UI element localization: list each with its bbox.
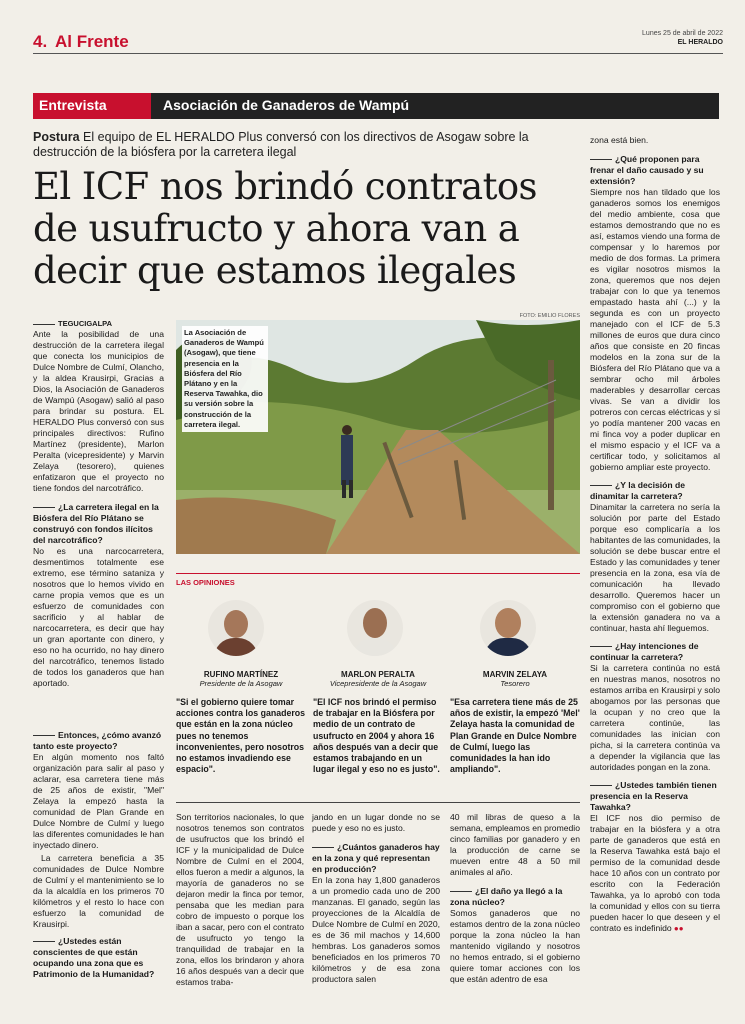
intro-label: Postura xyxy=(33,130,80,144)
right-column xyxy=(590,135,720,934)
right-col-continuation: zona está bien. xyxy=(590,135,649,145)
question-propuesta-text: ¿Qué proponen para frenar el daño causado y su extensión? xyxy=(590,154,704,186)
opinion-1-role: Presidente de la Asogaw xyxy=(199,679,283,688)
question-ganaderos xyxy=(312,842,440,875)
photo-credit: FOTO: EMILIO FLORES xyxy=(519,313,580,319)
dash xyxy=(33,507,55,508)
bottom-col-3-text-a: 40 mil libras de queso a la semana, empleamos en promedio cinco familias por ganadero y en la producción de carne se mueven entre 48 a 50 mil animales al año. xyxy=(450,812,580,877)
opinion-1-quote: "Si el gobierno quiere tomar acciones contra los ganaderos que están en la zona núcleo pues no tenemos inconvenientes, pero nosotros no estamos invadiendo ese espacio". xyxy=(176,697,306,775)
dash xyxy=(590,785,612,786)
dateline-text: TEGUCIGALPA xyxy=(58,319,113,328)
intro-paragraph: Ante la posibilidad de una destrucción de la carretera ilegal que conecta los municipios de Dulce Nombre de Culmí, Olancho, y la aldea Krausirpi, Gracias a Dios, la Asociación de Ganaderos de Wampú (Asogaw) salió al paso para brindar su postura. EL HERALDO Plus conversó con sus principales directivos: Rufino Martínez (presidente), Marlon Peralta (vicepresidente) y Marvin Zelaya (tesorero), quienes enfatizaron que el proyecto no tiene fondos del narcotráfico. xyxy=(33,329,164,493)
question-tawahka xyxy=(590,780,720,813)
intro-text: El equipo de EL HERALDO Plus conversó con los directivos de Asogaw sobre la destrucción de la biósfera por la carretera ilegal xyxy=(33,130,529,159)
dash xyxy=(312,847,334,848)
opinion-3-role: Tesorero xyxy=(500,679,530,688)
opinions-label: LAS OPINIONES xyxy=(176,578,235,587)
opinion-card-2 xyxy=(313,600,443,775)
bottom-col-1 xyxy=(176,812,304,988)
bottom-col-3 xyxy=(450,812,580,985)
question-dano xyxy=(450,886,580,908)
question-heritage xyxy=(33,936,164,980)
bottom-col-2-text-a: jando en un lugar donde no se puede y eso no es justo. xyxy=(312,812,440,833)
answer-narco: No es una narcocarretera, desmentimos totalmente ese extremo, ese término sataniza y nosotros que lo hemos vivido en carne propia vemos que es un esfuerzo de comunidades con sacrificio y al hablar de narcocarretera, es decir que hay un gran aportante con dinero, y eso no ha ocurrido, no hay dinero del narcotráfico, tenemos listado de todos los ganaderos que han aportado. xyxy=(33,546,164,688)
answer-progress-2: La carretera beneficia a 35 comunidades de Dulce Nombre de Culmí y el mantenimiento se lo da la alcaldía en los primeros 70 kilómetros y el resto lo hace con esfuerzo la comunidad de Krausirpi. xyxy=(33,853,164,929)
dash xyxy=(590,159,612,160)
question-continuar-text: ¿Hay intenciones de continuar la carretera? xyxy=(590,641,699,662)
answer-tawahka xyxy=(590,813,720,934)
avatar-1-body xyxy=(214,638,258,656)
dash xyxy=(33,941,55,942)
opinion-card-3 xyxy=(450,600,580,775)
headline-line-1: El ICF nos brindó contratos xyxy=(33,165,537,208)
photo-caption xyxy=(182,326,268,432)
question-narco xyxy=(33,502,164,546)
answer-tawahka-text: El ICF nos dio permiso de trabajar en la biósfera y a otra parte de ganaderos que está en la Reserva Tawahka está bajo el permiso de la comunidad desde hace 10 años con un contrato por escrito con la Federación Tawahka, ya lo aprobó con toda la comunidad y ellos con su tierra pueden hacer lo que deseen y el contrato es indefinido xyxy=(590,813,720,933)
dash xyxy=(33,324,55,325)
intro xyxy=(33,130,573,160)
dash xyxy=(590,485,612,486)
banner-tag xyxy=(33,93,151,119)
headline-line-3: decir que estamos ilegales xyxy=(33,249,517,292)
headline-line-2: de usufructo y ahora van a xyxy=(33,207,520,250)
question-heritage-text: ¿Ustedes están conscientes de que están ocupando una zona que es Patrimonio de la Humanidad? xyxy=(33,936,155,979)
section-header xyxy=(33,30,723,52)
banner xyxy=(33,93,719,119)
left-column-lower xyxy=(33,730,164,980)
bottom-col-2-text-b: En la zona hay 1,800 ganaderos a un promedio cada uno de 200 manzanas. El ganado, según las proyecciones de la Alcaldía de Dulce Nombre de Culmí en 2020, es de 36 mil machos y 14,600 hembras. Los ganaderos somos beneficiados en los primeros 70 kilómetros y de esa zona productora salen xyxy=(312,875,440,984)
avatar-2-body xyxy=(353,638,397,656)
answer-continuar: Si la carretera continúa no está en nuestras manos, nosotros no estamos arriba en Krausirpi y solo abogamos por las personas que la ocupan y no creo que la carretera continúe, las comunidades las inician con picha, si la carretera continúa va a depender la vigilancia que las autoridades pongan en la zona. xyxy=(590,663,720,772)
bottom-col-1-text: Son territorios nacionales, lo que nosotros tenemos son contratos de usufructos que los brindó el ICF y la municipalidad de Dulce Nombre de Culmí en el 2004, ellos fueron a medir a algunos, la mayoría de ganaderos no se dejaron medir la finca por temor, pensaba que les median para cobro de impuesto o porque los iban a sacar, pero con el contrato de usufructo yo tengo la tranquilidad de trabajar en la zona, ellos los brindaron y ahora 16 años después van a decir que estamos traba- xyxy=(176,812,304,987)
section-name: Al Frente xyxy=(55,32,129,51)
opinion-2-role: Vicepresidente de la Asogaw xyxy=(329,679,427,688)
answer-progress: En algún momento nos faltó organización para salir al paso y aclarar, esa carretera tiene más de 25 años de existir, "Mel" Zelaya la empezó hasta la comunidad de Plan Grande en Dulce Nombre de Culmí y luego las diferentes comunidades le han inyectado dinero. xyxy=(33,752,164,850)
photo-caption-text: La Asociación de Ganaderos de Wampú (Asogaw), que tiene presencia en la Biósfera del Río Plátano y en la Reserva Tawahka, dio su versión sobre la construcción de la carretera ilegal. xyxy=(184,328,264,429)
bottom-col-3-text-b: Somos ganaderos que no estamos dentro de la zona núcleo porque la zona núcleo la han mantenido vigilando y nosotros no hemos entrado, si el gobierno quiere tomar acciones con los que están adentro de esa xyxy=(450,908,580,984)
banner-title: Asociación de Ganaderos de Wampú xyxy=(163,97,410,113)
main-photo xyxy=(176,320,580,554)
avatar-3-head xyxy=(495,608,521,638)
opinion-2-name: MARLON PERALTA xyxy=(341,670,415,679)
banner-tag-label: Entrevista xyxy=(39,97,107,113)
answer-dinamitar: Dinamitar la carretera no sería la solución por parte del Estado porque eso complicaría a los habitantes de las comunidades, la solución se debe buscar entre el Estado y las comunidades y tener presencia en la zona, esa vía de comunicación ha llevado desarrollo. Queremos hacer un compromiso con el gobierno que la extensión ganadera no va a continuar, hasta ahí lleguemos. xyxy=(590,502,720,633)
question-progress-text: Entonces, ¿cómo avanzó tanto este proyecto? xyxy=(33,730,162,751)
avatar-1-head xyxy=(224,610,248,638)
dash xyxy=(33,735,55,736)
dash xyxy=(450,891,472,892)
question-continuar xyxy=(590,641,720,663)
avatar-1 xyxy=(208,600,264,656)
opinion-2-quote: "El ICF nos brindó el permiso de trabajar en la Biósfera por medio de un contrato de usufructo en 2004 y ahora 16 años después van a decir que estamos trabajando en un lugar ilegal y eso no es justo". xyxy=(313,697,440,775)
avatar-2-head xyxy=(363,608,387,638)
question-narco-text: ¿La carretera ilegal en la Biósfera del Río Plátano se construyó con fondos ilícitos del narcotráfico? xyxy=(33,502,159,545)
avatar-2 xyxy=(347,600,403,656)
question-dano-text: ¿El daño ya llegó a la zona núcleo? xyxy=(450,886,563,907)
header-rule xyxy=(33,53,723,54)
question-dinamitar xyxy=(590,480,720,502)
avatar-3 xyxy=(480,600,536,656)
left-column xyxy=(33,319,164,689)
opinion-3-quote: "Esa carretera tiene más de 25 años de existir, la empezó 'Mel' Zelaya hasta la comunidad de Plan Grande en Dulce Nombre de Culmí, luego las comunidades la han ido ampliando". xyxy=(450,697,580,775)
opinions-rule xyxy=(176,573,580,574)
issue-date: Lunes 25 de abril de 2022 xyxy=(642,30,723,37)
page-number: 4. xyxy=(33,32,48,51)
question-tawahka-text: ¿Ustedes también tienen presencia en la Reserva Tawahka? xyxy=(590,780,717,812)
opinions-bottom-rule xyxy=(176,802,580,803)
question-progress xyxy=(33,730,164,752)
question-dinamitar-text: ¿Y la decisión de dinamitar la carretera? xyxy=(590,480,686,501)
paper-name: EL HERALDO xyxy=(677,39,723,46)
opinion-3-name: MARVIN ZELAYA xyxy=(482,670,548,679)
question-propuesta xyxy=(590,154,720,187)
headline xyxy=(33,166,588,292)
end-mark-icon: ●● xyxy=(671,924,684,933)
answer-propuesta: Siempre nos han tildado que los ganaderos somos los enemigos del medio ambiente, cosa que estamos demostrando que no es así, estamos viendo una forma de compensar y lo haremos por medio de dos formas. La primera es vigilar nosotros mismos la zona, queremos que nos dejen trabajar con lo que ya tenemos empastado hasta ahí (...) y la segunda es con un proyecto manejado con el ICF de 5.3 millones de euros que dura cinco años que consiste en 20 fincas modelos en la zona sur de la Biósfera del Río Plátano que va a sembrar ocho mil árboles maderables y desarrollar cercas vivas. Se van a dividir los potreros con cercas eléctricas y si yo podía mantener 200 vacas en mi finca voy a poder duplicar en el mismo espacio y el ICF va a certificar todo, y solicitamos al gobierno ampliar este proyecto. xyxy=(590,187,720,472)
dash xyxy=(590,646,612,647)
opinion-card-1 xyxy=(176,600,306,775)
avatar-3-body xyxy=(484,638,532,656)
dateline xyxy=(33,319,164,329)
question-ganaderos-text: ¿Cuántos ganaderos hay en la zona y qué representan en producción? xyxy=(312,842,440,874)
bottom-col-2 xyxy=(312,812,440,985)
opinion-1-name: RUFINO MARTÍNEZ xyxy=(203,670,279,679)
